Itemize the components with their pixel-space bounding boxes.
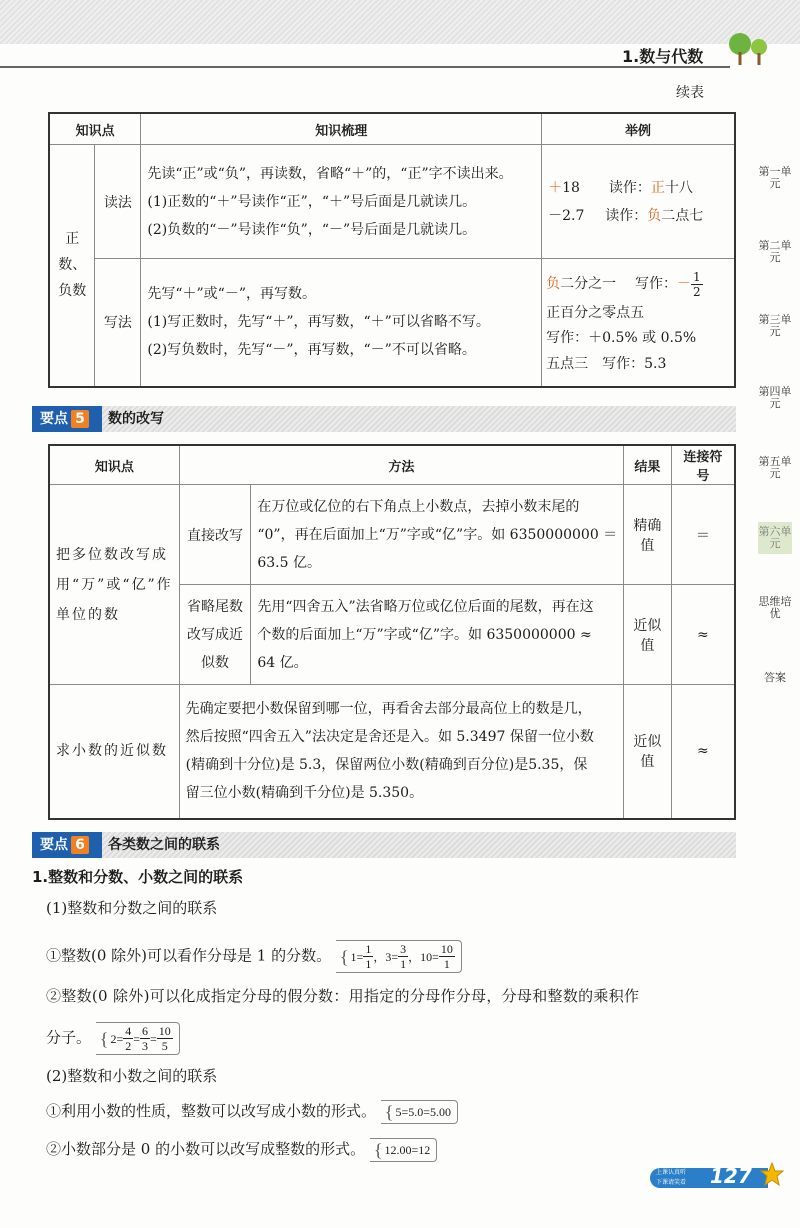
tag-label: 要点: [40, 837, 68, 853]
eq-text: =: [150, 1031, 157, 1046]
header-cell: 知识梳理: [141, 113, 542, 145]
read-label: 读作：: [608, 179, 651, 196]
result-cell: 近似值: [624, 585, 671, 685]
sub-cell: 写法: [95, 259, 141, 387]
paragraph-text: ①利用小数的性质，整数可以改写成小数的形式。: [46, 1102, 377, 1120]
table-header-row: [49, 445, 735, 485]
text-line: 先确定要把小数保留到哪一位，再看舍去部分最高位上的数是几，: [185, 701, 592, 718]
text-line: 先用“四舍五入”法省略万位或亿位后面的尾数，再在这: [257, 598, 594, 615]
text-line: 然后按照“四舍五入”法决定是舍还是入。如 5.3497 保留一位小数: [185, 729, 594, 746]
text-line: (精确到十分位)是 5.3，保留两位小数(精确到百分位)是5.35，保: [185, 757, 588, 774]
content-cell: [179, 685, 624, 819]
paragraph: [46, 940, 462, 973]
tag-label: 要点: [40, 411, 68, 427]
write-label: 写作：: [635, 276, 678, 293]
example-cell: [542, 259, 735, 387]
result-cell: 精确值: [624, 485, 671, 585]
group-cell: 求小数的近似数: [49, 685, 179, 819]
eq-text: { 12.00=12: [384, 1143, 431, 1157]
symbol-cell: ＝: [671, 485, 735, 585]
tag-number: 6: [71, 836, 89, 854]
text-line: 在万位或亿位的右下角点上小数点，去掉小数末尾的: [257, 498, 580, 515]
text-line: (1)正数的“＋”号读作“正”，“＋”号后面是几就读几。: [147, 193, 477, 210]
example-box: [381, 1100, 458, 1124]
group-cell: 把多位数改写成用“万”或“亿”作单位的数: [49, 485, 179, 685]
number: 18: [562, 179, 580, 196]
sidebar-item-answers[interactable]: 答案: [764, 671, 786, 684]
continued-label: 续表: [676, 85, 704, 101]
subsection-heading: 1.整数和分数、小数之间的联系: [32, 868, 244, 886]
section-tag: [32, 832, 102, 858]
fraction: $\frac{1}{1}$: [365, 942, 372, 971]
sidebar-item-unit1[interactable]: 第一单元: [758, 165, 792, 190]
sign: ＋: [548, 179, 563, 196]
sidebar-item-unit6[interactable]: 第六单元: [758, 522, 792, 554]
text-line: 先读“正”或“负”，再读数，省略“＋”的，“正”字不读出来。: [147, 165, 513, 182]
header-band: [0, 0, 800, 44]
example-cell: [542, 145, 735, 259]
content-cell: [251, 485, 624, 585]
signed-number-table: [48, 112, 736, 388]
read-label: 读作：: [605, 207, 648, 224]
content-cell: [141, 145, 542, 259]
header-rule: [0, 66, 730, 68]
paragraph: (2)整数和小数之间的联系: [46, 1067, 218, 1085]
sign: －: [677, 276, 692, 293]
page-number-badge: [650, 1162, 790, 1192]
star-icon: [760, 1162, 784, 1192]
eq-text: ，3=: [373, 949, 399, 964]
section-title: 各类数之间的联系: [108, 837, 220, 853]
table-row: [49, 685, 735, 819]
result-cell: 近似值: [624, 685, 671, 819]
table-row: [49, 485, 735, 585]
highlight: 负: [546, 276, 561, 293]
text-line: (2)写负数时，先写“－”，再写数，“－”不可以省略。: [147, 342, 476, 359]
eq-text: ，10=: [408, 949, 439, 964]
example-box: [336, 940, 462, 973]
example-line: 正百分之零点五: [546, 305, 645, 322]
paragraph: [46, 1100, 458, 1124]
example-line: [548, 202, 728, 230]
number-rewrite-table: [48, 444, 736, 820]
highlight: 正: [650, 179, 665, 196]
text-line: 先写“＋”或“－”，再写数。: [147, 286, 316, 303]
text-line: (2)负数的“－”号读作“负”，“－”号后面是几就读几。: [147, 221, 477, 238]
header-cell: 举例: [542, 113, 735, 145]
fraction: $\frac{10}{1}$: [440, 942, 453, 971]
footer-line: 下课请笑看: [656, 1179, 687, 1186]
sub-cell: 省略尾数改写成近似数: [179, 585, 251, 685]
fraction: $\frac{10}{5}$: [158, 1024, 171, 1053]
example-line: 写作：＋0.5% 或 0.5%: [546, 330, 697, 347]
unit-sidebar: [750, 166, 800, 726]
sidebar-item-unit2[interactable]: 第二单元: [758, 239, 792, 264]
text-line: 63.5 亿。: [257, 554, 321, 571]
footer-line: 上课认真听: [656, 1169, 687, 1176]
table-row: [49, 145, 735, 259]
text-line: “0”，再在后面加上“万”字或“亿”字。如 6350000000 ＝: [257, 526, 618, 543]
fraction: $\frac{1}{2}$: [693, 269, 701, 299]
content-cell: [251, 585, 624, 685]
sign: －: [548, 207, 563, 224]
section-title: 数的改写: [108, 411, 164, 427]
header-cell: 方法: [179, 445, 624, 485]
text-line: (1)写正数时，先写“＋”，再写数，“＋”可以省略不写。: [147, 314, 490, 331]
paragraph-text: 分子。: [46, 1028, 92, 1047]
section-tag: [32, 406, 102, 432]
content-cell: [141, 259, 542, 387]
example-box: [370, 1138, 437, 1162]
example-line: 五点三 写作：5.3: [546, 356, 667, 373]
header-cell: 连接符号: [671, 445, 735, 485]
header-cell: 知识点: [49, 445, 179, 485]
table-header-row: [49, 113, 735, 145]
eq-text: { 1=: [350, 949, 364, 964]
paragraph-text: ①整数(0 除外)可以看作分母是 1 的分数。: [46, 946, 332, 965]
paragraph: ②整数(0 除外)可以化成指定分母的假分数：用指定的分母作分母，分母和整数的乘积作: [46, 987, 640, 1005]
fraction: $\frac{3}{1}$: [400, 942, 407, 971]
tag-number: 5: [71, 410, 89, 428]
tree-icon: [726, 32, 770, 66]
sidebar-item-unit3[interactable]: 第三单元: [758, 313, 792, 338]
paragraph: (1)整数和分数之间的联系: [46, 899, 218, 917]
sub-cell: 直接改写: [179, 485, 251, 585]
page-number: 127: [710, 1164, 752, 1188]
group-cell: 正数、负数: [49, 145, 95, 387]
text-line: 个数的后面加上“万”字或“亿”字。如 6350000000 ≈: [257, 626, 592, 643]
number: 2.7: [562, 207, 585, 224]
highlight: 负: [647, 207, 662, 224]
paragraph: [46, 1138, 437, 1162]
paragraph: [46, 1022, 180, 1055]
text-line: 64 亿。: [257, 654, 308, 671]
sidebar-item-unit5[interactable]: 第五单元: [758, 455, 792, 480]
example-line: [548, 174, 728, 202]
reading: 二点七: [661, 207, 704, 224]
table-row: [49, 259, 735, 387]
example-box: [96, 1022, 180, 1055]
header-cell: 知识点: [49, 113, 141, 145]
reading: 十八: [664, 179, 693, 196]
sidebar-item-thinking[interactable]: 思维培优: [758, 595, 792, 620]
reading: 二分之一: [560, 276, 617, 293]
text-line: 留三位小数(精确到千分位)是 5.350。: [185, 785, 424, 802]
symbol-cell: ≈: [671, 585, 735, 685]
eq-text: { 5=5.0=5.00: [395, 1105, 451, 1119]
paragraph-text: ②小数部分是 0 的小数可以改写成整数的形式。: [46, 1140, 366, 1158]
header-cell: 结果: [624, 445, 671, 485]
chapter-title: 1.数与代数: [622, 47, 704, 66]
symbol-cell: ≈: [671, 685, 735, 819]
eq-text: =: [133, 1031, 140, 1046]
fraction: $\frac{6}{3}$: [142, 1024, 148, 1053]
fraction: $\frac{4}{2}$: [125, 1024, 132, 1053]
example-line: [546, 267, 730, 301]
sidebar-item-unit4[interactable]: 第四单元: [758, 385, 792, 410]
sub-cell: 读法: [95, 145, 141, 259]
eq-text: { 2=: [110, 1031, 124, 1046]
